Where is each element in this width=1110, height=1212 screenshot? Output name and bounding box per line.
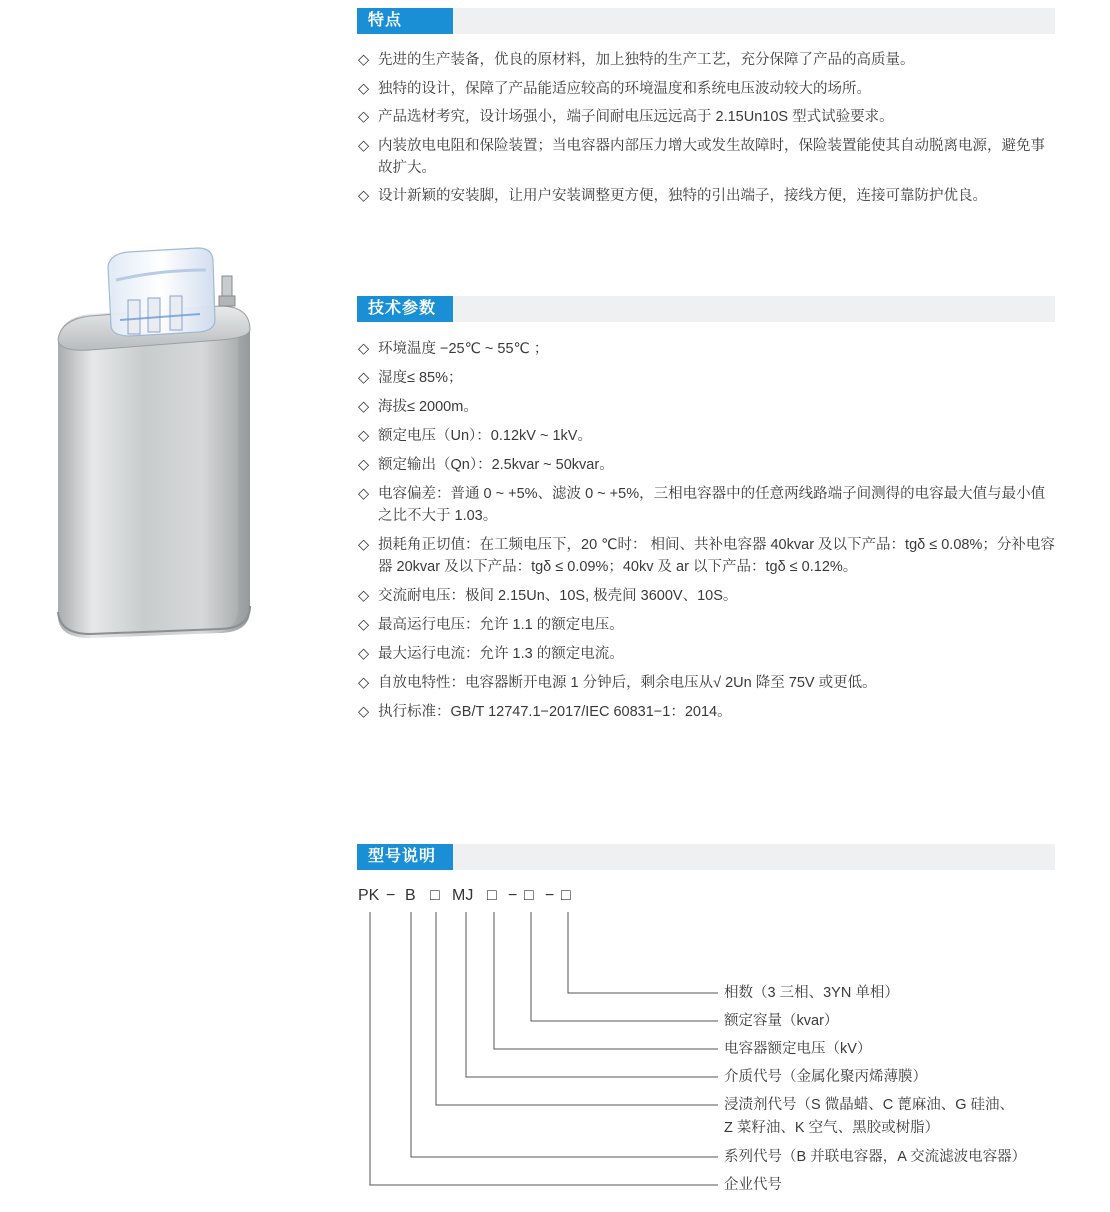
connector-line	[436, 912, 718, 1105]
list-item: ◇ 海拔≤ 2000m。	[358, 396, 1058, 418]
legend-dielectric: 介质代号（金属化聚丙烯薄膜）	[724, 1069, 927, 1085]
diamond-bullet-icon: ◇	[358, 588, 370, 604]
legend-rated-capacity: 额定容量（kvar）	[724, 1013, 839, 1029]
diamond-bullet-icon: ◇	[358, 537, 370, 553]
legend-impregnant-cont: Z 菜籽油、K 空气、黑胶或树脂）	[724, 1120, 940, 1136]
model-title: 型号说明	[357, 844, 453, 870]
diamond-bullet-icon: ◇	[358, 137, 370, 154]
list-item: ◇ 设计新颖的安装脚，让用户安装调整更方便，独特的引出端子，接线方便，连接可靠防护优良。	[358, 185, 1058, 207]
connector-line	[568, 912, 718, 993]
list-item: ◇ 交流耐电压：极间 2.15Un、10S, 极壳间 3600V、10S。	[358, 585, 1058, 607]
diamond-bullet-icon: ◇	[358, 188, 370, 204]
list-item: ◇ 最高运行电压：允许 1.1 的额定电压。	[358, 614, 1058, 636]
code-part-box: □	[561, 887, 571, 904]
list-item: ◇ 自放电特性：电容器断开电源 1 分钟后，剩余电压从√ 2Un 降至 75V 或更低。	[358, 672, 1058, 694]
legend-series: 系列代号（B 并联电容器，A 交流滤波电容器）	[724, 1149, 1027, 1165]
diamond-bullet-icon: ◇	[358, 109, 370, 125]
diamond-bullet-icon: ◇	[358, 675, 370, 691]
code-part-box: □	[524, 887, 534, 904]
diamond-bullet-icon: ◇	[358, 341, 370, 357]
legend-rated-voltage: 电容器额定电压（kV）	[724, 1041, 872, 1057]
list-item: ◇ 电容偏差：普通 0 ~ +5%、滤波 0 ~ +5%，三相电容器中的任意两线路端子间测得的电容最大值与最小值之比不大于 1.03。	[358, 483, 1058, 527]
list-item: ◇ 产品选材考究，设计场强小，端子间耐电压远远高于 2.15Un10S 型式试验要求。	[358, 106, 1058, 128]
list-item: ◇ 额定电压（Un）：0.12kV ~ 1kV。	[358, 425, 1058, 447]
code-part-pk: PK	[358, 887, 380, 904]
legend-company: 企业代号	[724, 1177, 782, 1193]
diamond-bullet-icon: ◇	[358, 457, 370, 473]
legend-phase: 相数（3 三相、3YN 单相）	[724, 985, 899, 1001]
list-item: ◇ 环境温度 −25℃ ~ 55℃ ；	[358, 338, 1058, 360]
code-part-b: B	[405, 887, 416, 904]
diamond-bullet-icon: ◇	[358, 704, 370, 720]
connector-line	[411, 912, 718, 1157]
list-item: ◇ 内装放电电阻和保险装置；当电容器内部压力增大或发生故障时，保险装置能使其自动脱离电源，避免事故扩大。	[358, 135, 1058, 179]
code-part-box: □	[430, 887, 440, 904]
diamond-bullet-icon: ◇	[358, 399, 370, 415]
list-item: ◇ 先进的生产装备，优良的原材料，加上独特的生产工艺，充分保障了产品的高质量。	[358, 49, 1058, 71]
list-item: ◇ 湿度≤ 85%；	[358, 367, 1058, 389]
diamond-bullet-icon: ◇	[358, 617, 370, 633]
legend-impregnant: 浸渍剂代号（S 微晶蜡、C 蓖麻油、G 硅油、	[724, 1097, 1015, 1113]
code-part-dash: −	[545, 887, 555, 904]
list-item: ◇ 损耗角正切值：在工频电压下，20 ℃时： 相间、共补电容器 40kvar 及以下产品：tgδ ≤ 0.08%；分补电容器 20kvar 及以下产品：tgδ ≤ 0.09%；40kv 及 ar 以下产品：tgδ ≤ 0.12%。	[358, 534, 1058, 578]
list-item: ◇ 额定输出（Qn）：2.5kvar ~ 50kvar。	[358, 454, 1058, 476]
code-part-mj: MJ	[452, 887, 474, 904]
code-part-dash: −	[386, 887, 396, 904]
code-part-dash: −	[508, 887, 518, 904]
list-item: ◇ 独特的设计，保障了产品能适应较高的环境温度和系统电压波动较大的场所。	[358, 78, 1058, 100]
connector-line	[531, 912, 718, 1021]
diamond-bullet-icon: ◇	[358, 646, 370, 662]
features-title: 特点	[357, 8, 453, 34]
params-title: 技术参数	[357, 296, 453, 322]
diamond-bullet-icon: ◇	[358, 80, 370, 97]
connector-line	[466, 912, 718, 1077]
list-item: ◇ 执行标准：GB/T 12747.1−2017/IEC 60831−1：2014。	[358, 701, 1058, 723]
diamond-bullet-icon: ◇	[358, 428, 370, 444]
code-part-box: □	[487, 887, 497, 904]
connector-line	[494, 912, 718, 1049]
list-item: ◇ 最大运行电流：允许 1.3 的额定电流。	[358, 643, 1058, 665]
diamond-bullet-icon: ◇	[358, 52, 370, 68]
diamond-bullet-icon: ◇	[358, 486, 370, 502]
diamond-bullet-icon: ◇	[358, 370, 370, 386]
